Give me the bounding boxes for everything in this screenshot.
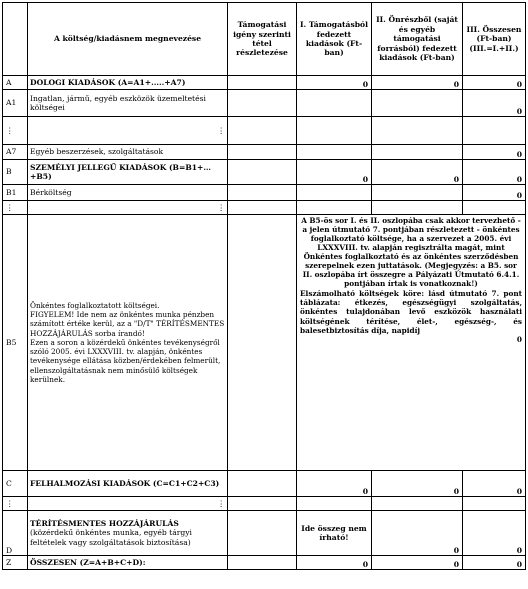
row-name: FELHALMOZÁSI KIADÁSOK (C=C1+C2+C3) xyxy=(28,471,228,497)
total-cell xyxy=(463,201,526,215)
row-code: B1 xyxy=(3,185,28,201)
own-value: 0 xyxy=(372,556,463,570)
support-cell[interactable] xyxy=(297,497,372,511)
details-cell[interactable] xyxy=(228,215,297,471)
row-B5 xyxy=(3,215,526,471)
header-row xyxy=(3,3,526,76)
row-A7 xyxy=(3,145,526,160)
total-value: 0 xyxy=(463,185,526,201)
details-cell[interactable] xyxy=(228,497,297,511)
total-value: 0 xyxy=(463,556,526,570)
total-cell xyxy=(463,497,526,511)
own-cell[interactable] xyxy=(372,117,463,145)
details-cell[interactable] xyxy=(228,117,297,145)
row-dots-3 xyxy=(3,497,526,511)
b5-description xyxy=(28,215,228,471)
d-title: TÉRÍTÉSMENTES HOZZÁJÁRULÁS xyxy=(30,518,179,528)
details-cell[interactable] xyxy=(228,511,297,556)
own-cell[interactable] xyxy=(372,201,463,215)
row-code: A1 xyxy=(3,90,28,117)
b5-note-cell xyxy=(297,215,526,471)
total-value: 0 xyxy=(516,334,522,344)
b5-note-1: A B5-ös sor I. és II. oszlopába csak akkor tervezhető - a jelen útmutató 7. pontjában részletezett - önkéntes foglalkoztató költsége, ha a szervezet a 2005. évi LXXXVIII. tv. alapján regisztrálta magát, mint Önkéntes foglalkoztató és az önkéntes szerződésben szerepelnek ezen juttatások. (Megjegyzés: a B5. sor II. oszlopába írt összegre a Pályázati Útmutató 6.4.1. pontjában írtak is vonatkoznak!) xyxy=(301,216,521,289)
row-A1 xyxy=(3,90,526,117)
row-code: C xyxy=(3,471,28,497)
total-value: 0 xyxy=(463,145,526,160)
own-cell[interactable] xyxy=(372,90,463,117)
support-value[interactable]: 0 xyxy=(297,471,372,497)
total-value: 0 xyxy=(463,471,526,497)
header-col-own: II. Önrészből (saját és egyéb támogatási forrásból) fedezett kiadások (Ft-ban) xyxy=(372,3,463,76)
own-value[interactable]: 0 xyxy=(372,471,463,497)
row-code: B5 xyxy=(3,215,28,471)
ellipsis-mark: ⋮ xyxy=(28,201,228,215)
row-code: A xyxy=(3,76,28,90)
support-cell[interactable] xyxy=(297,117,372,145)
cost-table-wrapper xyxy=(2,2,526,570)
row-Z xyxy=(3,556,526,570)
own-cell[interactable] xyxy=(372,497,463,511)
support-value[interactable]: 0 xyxy=(297,160,372,185)
row-C xyxy=(3,471,526,497)
row-code: Z xyxy=(3,556,28,570)
own-value[interactable]: 0 xyxy=(372,160,463,185)
support-cell[interactable] xyxy=(297,90,372,117)
header-code-cell xyxy=(3,3,28,76)
details-cell[interactable] xyxy=(228,160,297,185)
details-cell xyxy=(228,556,297,570)
row-B xyxy=(3,160,526,185)
row-dots-1 xyxy=(3,117,526,145)
ellipsis-mark: ⋮ xyxy=(28,117,228,145)
own-value[interactable]: 0 xyxy=(372,511,463,556)
row-B1 xyxy=(3,185,526,201)
details-cell[interactable] xyxy=(228,145,297,160)
support-value: 0 xyxy=(297,556,372,570)
own-cell[interactable] xyxy=(372,185,463,201)
total-value: 0 xyxy=(463,76,526,90)
ellipsis-mark: ⋮ xyxy=(3,201,28,215)
header-col-total: III. Összesen (Ft-ban) (III.=I.+II.) xyxy=(463,3,526,76)
ellipsis-mark: ⋮ xyxy=(3,117,28,145)
support-value[interactable]: 0 xyxy=(297,76,372,90)
total-cell xyxy=(463,117,526,145)
row-code: D xyxy=(3,511,28,556)
b5-text-1: Önkéntes foglalkoztatott költségei. xyxy=(30,301,160,311)
row-name xyxy=(28,511,228,556)
ellipsis-mark: ⋮ xyxy=(3,497,28,511)
details-cell[interactable] xyxy=(228,201,297,215)
own-value[interactable]: 0 xyxy=(372,76,463,90)
ellipsis-mark: ⋮ xyxy=(28,497,228,511)
row-name: Egyéb beszerzések, szolgáltatások xyxy=(28,145,228,160)
row-dots-2 xyxy=(3,201,526,215)
row-name: ÖSSZESEN (Z=A+B+C+D): xyxy=(28,556,228,570)
b5-note-2: Elszámolható költségek köre: lásd útmutató 7. pont táblázata: étkezés, egészségügyi szolgáltatás, önkéntes tulajdonában levő eszközök használati költségének térítése, élet-, egészség-, és balesetbiztosítás díja, napidíj xyxy=(300,289,522,335)
total-value: 0 xyxy=(463,160,526,185)
row-code: B xyxy=(3,160,28,185)
total-value: 0 xyxy=(463,511,526,556)
details-cell[interactable] xyxy=(228,185,297,201)
d-subtitle: (közérdekű önkéntes munka, egyéb tárgyi feltételek vagy szolgáltatások biztosítása) xyxy=(30,528,192,547)
row-name: Ingatlan, jármű, egyéb eszközök üzemeltetési költségei xyxy=(28,90,228,117)
header-name: A költség/kiadásnem megnevezése xyxy=(28,3,228,76)
header-col-support: I. Támogatásból fedezett kiadások (Ft-ban) xyxy=(297,3,372,76)
b5-text-2: FIGYELEM! Ide nem az önkéntes munka pénzben számított értéke kerül, az a "D/T" TÉRÍTÉSMENTES HOZZÁJÁRULÁS sorba írandó! xyxy=(30,310,225,338)
row-name: DOLOGI KIADÁSOK (A=A1+.....+A7) xyxy=(28,76,228,90)
b5-note-wrapper xyxy=(300,216,522,344)
d-note: Ide összeg nem írható! xyxy=(297,511,372,556)
details-cell[interactable] xyxy=(228,90,297,117)
total-value: 0 xyxy=(463,90,526,117)
row-code: A7 xyxy=(3,145,28,160)
support-cell[interactable] xyxy=(297,201,372,215)
cost-table xyxy=(2,2,526,570)
support-cell[interactable] xyxy=(297,185,372,201)
support-cell[interactable] xyxy=(297,145,372,160)
row-D xyxy=(3,511,526,556)
row-name: SZEMÉLYI JELLEGŰ KIADÁSOK (B=B1+…+B5) xyxy=(28,160,228,185)
row-name: Bérköltség xyxy=(28,185,228,201)
details-cell[interactable] xyxy=(228,471,297,497)
own-cell[interactable] xyxy=(372,145,463,160)
row-A xyxy=(3,76,526,90)
b5-text-3: Ezen a soron a közérdekű önkéntes tevékenységről szóló 2005. évi LXXXVIII. tv. alapján, önkéntes tevékenysége ellátása közben/érdekében felmerült, ellenszolgáltatásnak nem minősülő költségek kerülnek. xyxy=(30,337,221,384)
header-col-details: Támogatási igény szerinti tétel részletezése xyxy=(228,3,297,76)
details-cell[interactable] xyxy=(228,76,297,90)
